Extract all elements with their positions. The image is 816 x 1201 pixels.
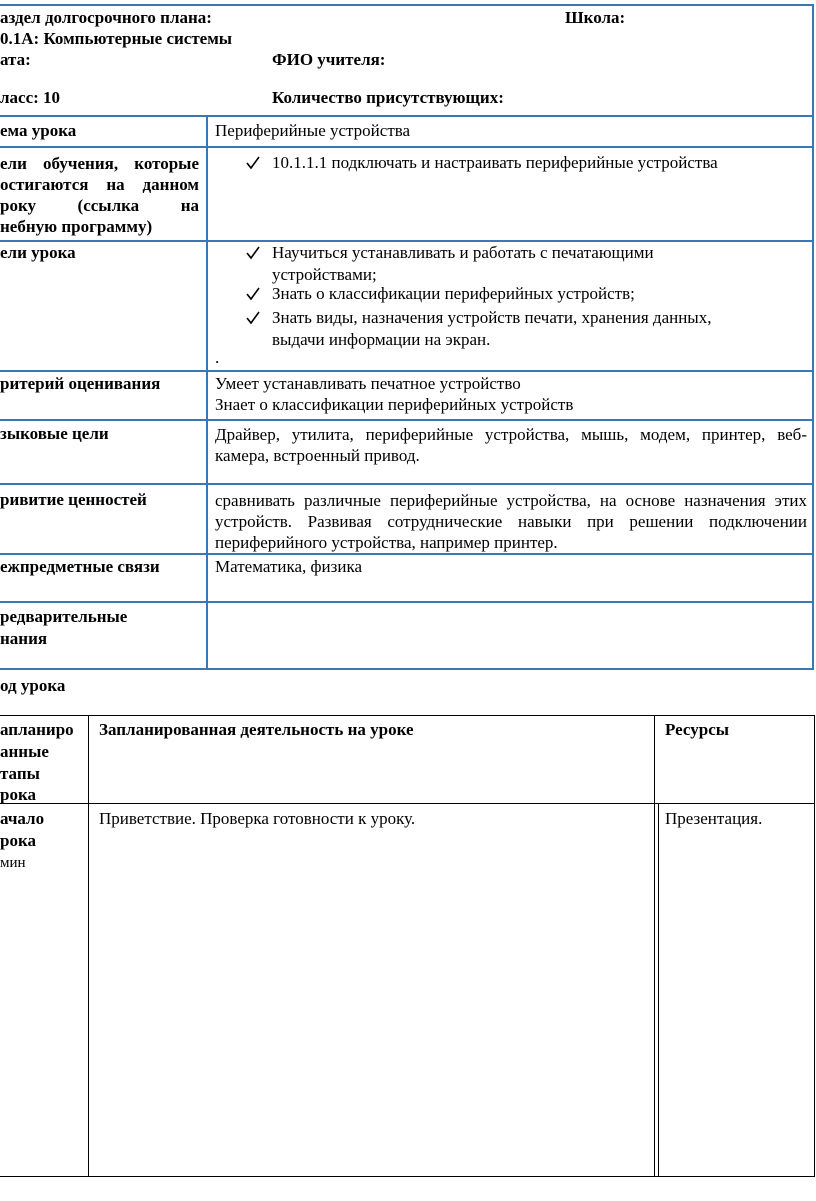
objectives-label: ели обучения, которые остигаются на данном року (ссылка на небную программу): [0, 154, 199, 236]
goal-item-1-line-1: Научиться устанавливать и работать с печатающими: [272, 243, 654, 262]
attendance-label: Количество присутствующих:: [272, 88, 504, 107]
table-bottom-border: [0, 668, 814, 670]
column-divider-double: [658, 803, 659, 1177]
date-label: ата:: [0, 50, 31, 69]
checkmark-icon: [246, 287, 260, 301]
column-divider: [654, 715, 655, 1177]
resource-text: Презентация.: [665, 809, 763, 828]
row-divider: [0, 240, 814, 242]
row-divider: [0, 553, 814, 555]
goal-item-3-line-1: Знать виды, назначения устройств печати, хранения данных,: [272, 308, 712, 327]
row-divider: [0, 419, 814, 421]
goal-item-3-line-2: выдачи информации на экран.: [272, 330, 491, 349]
criteria-label: ритерий оценивания: [0, 374, 161, 393]
stages-header-line-1: апланиро: [0, 720, 74, 739]
checkmark-icon: [246, 156, 260, 170]
activity-text: Приветствие. Проверка готовности к уроку.: [99, 809, 416, 828]
class-label: ласс: 10: [0, 88, 61, 107]
stages-header-line-3: тапы: [0, 764, 40, 783]
course-table-bottom-border: [0, 1176, 815, 1177]
checkmark-icon: [246, 311, 260, 325]
crosscurricular-label: ежпредметные связи: [0, 557, 160, 576]
section-value: 0.1А: Компьютерные системы: [0, 29, 233, 48]
column-divider: [206, 115, 208, 670]
prior-label-line-1: редварительные: [0, 607, 128, 626]
stages-header-line-2: анные: [0, 742, 49, 761]
crosscurricular-value: Математика, физика: [215, 557, 362, 576]
stages-header-line-4: рока: [0, 785, 36, 804]
stage-duration: мин: [0, 855, 26, 871]
goal-item-2: Знать о классификации периферийных устройств;: [272, 284, 635, 303]
goals-dot: .: [215, 348, 220, 367]
teacher-label: ФИО учителя:: [272, 50, 386, 69]
objective-item: 10.1.1.1 подключать и настраивать периферийные устройства: [272, 153, 718, 172]
language-label: зыковые цели: [0, 424, 109, 443]
course-table-right-border: [814, 715, 815, 1177]
stage-line-2: рока: [0, 831, 36, 850]
criteria-line-2: Знает о классификации периферийных устройств: [215, 395, 574, 414]
goal-item-1-line-2: устройствами;: [272, 265, 377, 284]
topic-value: Периферийные устройства: [215, 121, 411, 140]
course-table-top-border: [0, 715, 815, 716]
column-divider: [88, 715, 89, 1177]
row-divider: [0, 370, 814, 372]
activity-header: Запланированная деятельность на уроке: [99, 720, 414, 739]
goals-label: ели урока: [0, 243, 76, 262]
criteria-line-1: Умеет устанавливать печатное устройство: [215, 374, 521, 393]
course-heading: од урока: [0, 676, 66, 695]
table-top-border: [0, 4, 814, 6]
row-divider: [0, 483, 814, 485]
values-label: ривитие ценностей: [0, 490, 147, 509]
topic-label: ема урока: [0, 121, 77, 140]
row-divider: [0, 803, 815, 804]
school-label: Школа:: [565, 8, 626, 27]
row-divider: [0, 115, 814, 117]
prior-label-line-2: нания: [0, 629, 48, 648]
values-text: сравнивать различные периферийные устройства, на основе назначения этих устройств. Развивая сотруднические навыки при решении подключении периферийного устройства, например принтер.: [215, 491, 807, 552]
row-divider: [0, 601, 814, 603]
resources-header: Ресурсы: [665, 720, 730, 739]
row-divider: [0, 146, 814, 148]
checkmark-icon: [246, 246, 260, 260]
stage-line-1: ачало: [0, 809, 45, 828]
language-text: Драйвер, утилита, периферийные устройства, мышь, модем, принтер, веб-камера, встроенный привод.: [215, 425, 807, 465]
table-right-border: [812, 4, 814, 670]
section-label: аздел долгосрочного плана:: [0, 8, 212, 27]
